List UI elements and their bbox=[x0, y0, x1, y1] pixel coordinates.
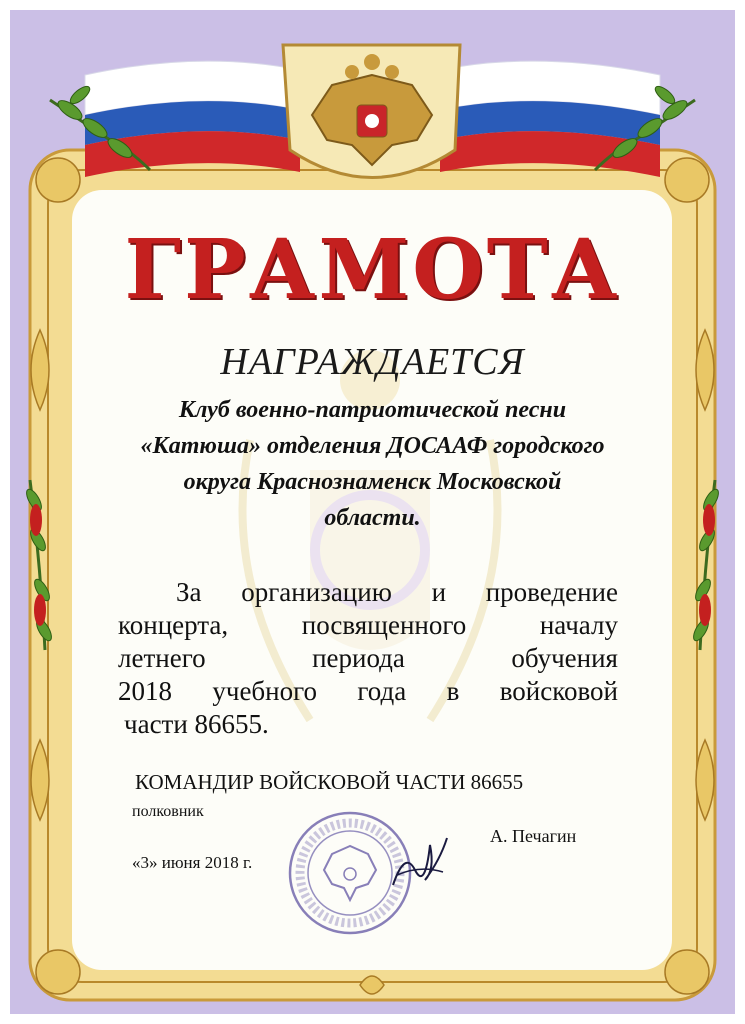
reason-line bbox=[118, 609, 618, 642]
reason-word: началу bbox=[539, 610, 618, 640]
reason-word: организацию bbox=[241, 577, 392, 607]
reason-word: года bbox=[357, 676, 407, 706]
issue-date: «3» июня 2018 г. bbox=[132, 853, 253, 872]
signer-name: А. Печагин bbox=[490, 826, 577, 846]
reason-line bbox=[118, 576, 618, 609]
awarded-heading: НАГРАЖДАЕТСЯ bbox=[220, 341, 525, 383]
reason-line bbox=[118, 675, 618, 708]
reason-word: в bbox=[446, 676, 460, 706]
recipient-line: области. bbox=[324, 505, 421, 531]
recipient-line: «Катюша» отделения ДОСААФ городского bbox=[140, 433, 605, 459]
reason-line bbox=[118, 708, 618, 741]
reason-word: войсковой bbox=[499, 676, 618, 706]
certificate-title: ГРАМОТА bbox=[124, 222, 621, 318]
reason-word: части 86655. bbox=[124, 709, 269, 739]
reason-word: учебного bbox=[212, 676, 318, 706]
reason-word: периода bbox=[312, 643, 405, 673]
recipient-line: Клуб военно-патриотической песни bbox=[178, 397, 567, 423]
commander-rank: полковник bbox=[132, 803, 204, 820]
reason-word: 2018 bbox=[118, 676, 172, 706]
commander-title: КОМАНДИР ВОЙСКОВОЙ ЧАСТИ 86655 bbox=[135, 770, 524, 794]
signature-icon bbox=[385, 830, 455, 900]
reason-word: проведение bbox=[485, 577, 618, 607]
reason-word: посвященного bbox=[301, 610, 467, 640]
reason-word: концерта, bbox=[118, 610, 229, 640]
reason-word: За bbox=[176, 577, 202, 607]
russian-coat-of-arms-icon bbox=[283, 45, 460, 178]
reason-word: обучения bbox=[511, 643, 618, 673]
reason-word: и bbox=[431, 577, 447, 607]
reason-line bbox=[118, 642, 618, 675]
award-reason bbox=[118, 576, 618, 741]
recipient-name bbox=[100, 392, 645, 536]
reason-word: летнего bbox=[118, 643, 206, 673]
recipient-line: округа Краснознаменск Московской bbox=[183, 469, 562, 495]
